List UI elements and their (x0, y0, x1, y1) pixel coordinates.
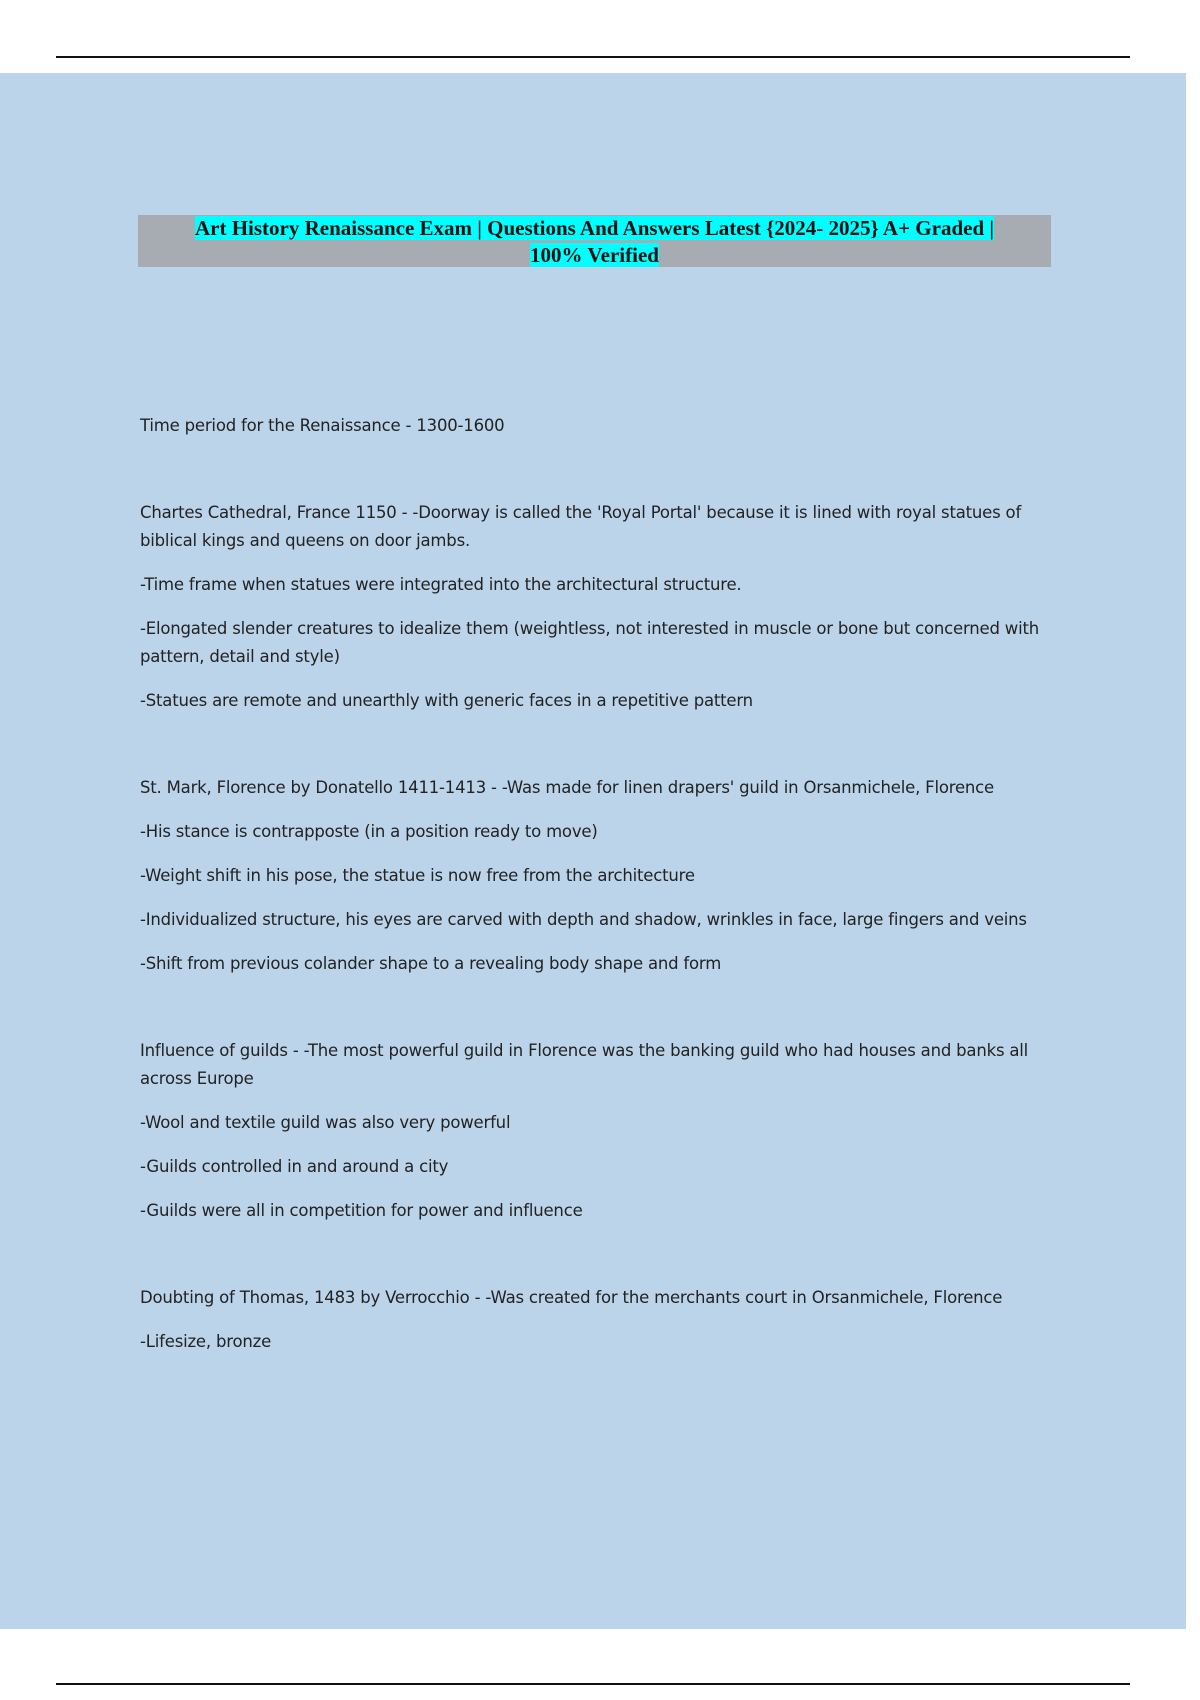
qa-line: -Individualized structure, his eyes are carved with depth and shadow, wrinkles in face, large fingers and veins (140, 910, 1027, 929)
qa-line: -Lifesize, bronze (140, 1332, 272, 1351)
title-line-1: Art History Renaissance Exam | Questions And Answers Latest {2024- 2025} A+ Graded | (194, 216, 995, 240)
qa-line: -Elongated slender creatures to idealize them (weightless, not interested in muscle or bone but concerned with pattern, detail and style) (140, 619, 1039, 666)
qa-line: -Time frame when statues were integrated into the architectural structure. (140, 575, 742, 594)
qa-line: -Guilds controlled in and around a city (140, 1157, 449, 1176)
qa-line: Doubting of Thomas, 1483 by Verrocchio - -Was created for the merchants court in Orsanmichele, Florence (140, 1288, 1003, 1307)
qa-entry-renaissance-period (140, 412, 1060, 440)
qa-line: -Statues are remote and unearthly with generic faces in a repetitive pattern (140, 691, 753, 710)
qa-line: -Guilds were all in competition for power and influence (140, 1201, 583, 1220)
document-title (138, 215, 1051, 269)
qa-content (140, 412, 1060, 1415)
title-line-2: 100% Verified (530, 243, 659, 267)
qa-line: -Shift from previous colander shape to a revealing body shape and form (140, 954, 722, 973)
qa-line: -His stance is contrapposte (in a position ready to move) (140, 822, 598, 841)
qa-entry-st-mark (140, 774, 1060, 978)
qa-line: Influence of guilds - -The most powerful guild in Florence was the banking guild who had houses and banks all across Europe (140, 1041, 1029, 1088)
qa-line: Time period for the Renaissance - 1300-1600 (140, 416, 505, 435)
top-rule (56, 56, 1130, 58)
qa-entry-guilds (140, 1037, 1060, 1225)
qa-line: -Wool and textile guild was also very powerful (140, 1113, 511, 1132)
qa-line: Chartes Cathedral, France 1150 - -Doorway is called the 'Royal Portal' because it is lined with royal statues of biblical kings and queens on door jambs. (140, 503, 1022, 550)
qa-entry-doubting-thomas (140, 1284, 1060, 1356)
qa-entry-chartres-cathedral (140, 499, 1060, 715)
qa-line: -Weight shift in his pose, the statue is now free from the architecture (140, 866, 695, 885)
bottom-rule (56, 1683, 1130, 1685)
qa-line: St. Mark, Florence by Donatello 1411-1413 - -Was made for linen drapers' guild in Orsanmichele, Florence (140, 778, 994, 797)
